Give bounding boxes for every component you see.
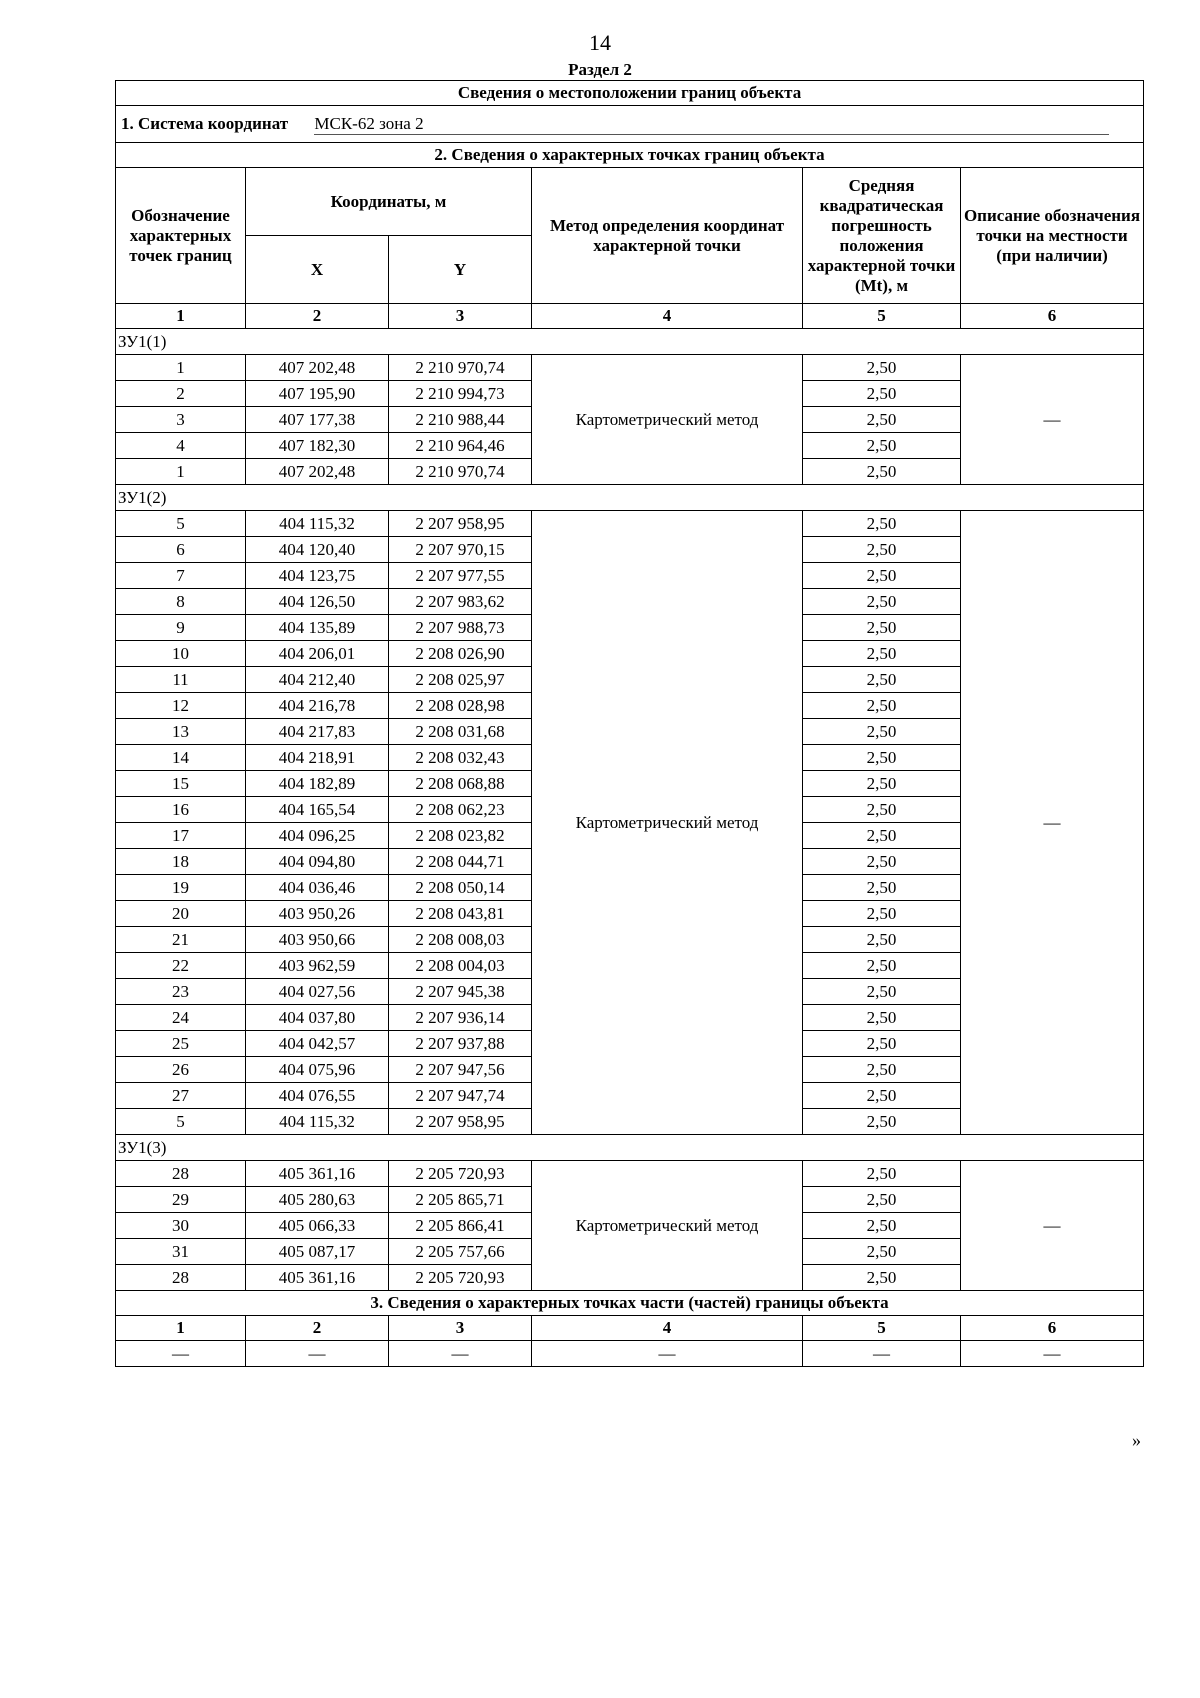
coord-y: 2 208 068,88 <box>389 771 532 797</box>
mt-value: 2,50 <box>803 433 961 459</box>
mt-value: 2,50 <box>803 1161 961 1187</box>
coord-x: 404 075,96 <box>246 1057 389 1083</box>
point-id: 9 <box>116 615 246 641</box>
mt-value: 2,50 <box>803 615 961 641</box>
coord-y: 2 208 004,03 <box>389 953 532 979</box>
coord-y: 2 207 945,38 <box>389 979 532 1005</box>
coord-x: 405 280,63 <box>246 1187 389 1213</box>
mt-value: 2,50 <box>803 1213 961 1239</box>
point-id: 14 <box>116 745 246 771</box>
point-id: 17 <box>116 823 246 849</box>
parts-column-number: 6 <box>961 1316 1144 1341</box>
coord-y: 2 208 028,98 <box>389 693 532 719</box>
group-name: ЗУ1(2) <box>116 485 1144 511</box>
coord-y: 2 208 044,71 <box>389 849 532 875</box>
boundary-sheet <box>115 80 1143 1367</box>
point-id: 6 <box>116 537 246 563</box>
group-row <box>116 485 1144 511</box>
header-method: Метод определения координат характерной точки <box>532 168 803 304</box>
coord-y: 2 208 043,81 <box>389 901 532 927</box>
point-id: 13 <box>116 719 246 745</box>
point-id: 26 <box>116 1057 246 1083</box>
description-cell: — <box>961 355 1144 485</box>
coord-x: 405 361,16 <box>246 1265 389 1291</box>
point-id: 5 <box>116 1109 246 1135</box>
coord-x: 404 042,57 <box>246 1031 389 1057</box>
mt-value: 2,50 <box>803 1239 961 1265</box>
point-id: 28 <box>116 1161 246 1187</box>
closing-quote-mark: » <box>1132 1430 1141 1450</box>
header-designation: Обозначение характерных точек границ <box>116 168 246 304</box>
point-id: 4 <box>116 433 246 459</box>
coord-y: 2 208 050,14 <box>389 875 532 901</box>
mt-value: 2,50 <box>803 563 961 589</box>
coord-y: 2 210 994,73 <box>389 381 532 407</box>
point-id: 19 <box>116 875 246 901</box>
coord-x: 404 123,75 <box>246 563 389 589</box>
group-row <box>116 1135 1144 1161</box>
point-id: 27 <box>116 1083 246 1109</box>
table-row <box>116 511 1144 537</box>
coord-y: 2 208 032,43 <box>389 745 532 771</box>
coord-x: 405 087,17 <box>246 1239 389 1265</box>
point-id: 29 <box>116 1187 246 1213</box>
coord-y: 2 207 958,95 <box>389 511 532 537</box>
column-number: 6 <box>961 304 1144 329</box>
parts-empty-cell: — <box>532 1341 803 1367</box>
parts-empty-cell: — <box>961 1341 1144 1367</box>
coord-x: 404 120,40 <box>246 537 389 563</box>
coord-x: 404 182,89 <box>246 771 389 797</box>
coord-x: 407 195,90 <box>246 381 389 407</box>
coord-x: 404 165,54 <box>246 797 389 823</box>
header-coordinates: Координаты, м <box>246 168 532 236</box>
parts-column-number: 3 <box>389 1316 532 1341</box>
coord-y: 2 207 977,55 <box>389 563 532 589</box>
description-cell: — <box>961 511 1144 1135</box>
coord-y: 2 207 947,56 <box>389 1057 532 1083</box>
mt-value: 2,50 <box>803 1265 961 1291</box>
parts-section-title: 3. Сведения о характерных точках части (частей) границы объекта <box>116 1291 1144 1316</box>
column-number: 5 <box>803 304 961 329</box>
coord-x: 404 115,32 <box>246 1109 389 1135</box>
mt-value: 2,50 <box>803 459 961 485</box>
point-id: 16 <box>116 797 246 823</box>
group-name: ЗУ1(3) <box>116 1135 1144 1161</box>
mt-value: 2,50 <box>803 381 961 407</box>
mt-value: 2,50 <box>803 355 961 381</box>
coord-y: 2 207 937,88 <box>389 1031 532 1057</box>
mt-value: 2,50 <box>803 771 961 797</box>
point-id: 8 <box>116 589 246 615</box>
coord-y: 2 208 062,23 <box>389 797 532 823</box>
coord-x: 404 036,46 <box>246 875 389 901</box>
mt-value: 2,50 <box>803 1187 961 1213</box>
table-row <box>116 1161 1144 1187</box>
coord-x: 404 115,32 <box>246 511 389 537</box>
mt-value: 2,50 <box>803 693 961 719</box>
mt-value: 2,50 <box>803 589 961 615</box>
mt-value: 2,50 <box>803 823 961 849</box>
mt-value: 2,50 <box>803 875 961 901</box>
mt-value: 2,50 <box>803 537 961 563</box>
mt-value: 2,50 <box>803 849 961 875</box>
coord-y: 2 207 983,62 <box>389 589 532 615</box>
point-id: 20 <box>116 901 246 927</box>
coord-x: 404 096,25 <box>246 823 389 849</box>
boundary-table <box>115 80 1144 1367</box>
mt-value: 2,50 <box>803 953 961 979</box>
point-id: 30 <box>116 1213 246 1239</box>
coord-x: 404 217,83 <box>246 719 389 745</box>
point-id: 23 <box>116 979 246 1005</box>
point-id: 28 <box>116 1265 246 1291</box>
method-cell: Картометрический метод <box>532 355 803 485</box>
mt-value: 2,50 <box>803 511 961 537</box>
point-id: 2 <box>116 381 246 407</box>
point-id: 25 <box>116 1031 246 1057</box>
coord-y: 2 210 964,46 <box>389 433 532 459</box>
coord-y: 2 207 936,14 <box>389 1005 532 1031</box>
coord-y: 2 210 970,74 <box>389 355 532 381</box>
coord-x: 407 202,48 <box>246 355 389 381</box>
parts-column-number: 2 <box>246 1316 389 1341</box>
mt-value: 2,50 <box>803 407 961 433</box>
mt-value: 2,50 <box>803 667 961 693</box>
point-id: 11 <box>116 667 246 693</box>
header-description: Описание обозначения точки на местности (при наличии) <box>961 168 1144 304</box>
parts-empty-cell: — <box>246 1341 389 1367</box>
mt-value: 2,50 <box>803 797 961 823</box>
coord-system-label: 1. Система координат <box>121 113 289 133</box>
coord-y: 2 208 023,82 <box>389 823 532 849</box>
group-name: ЗУ1(1) <box>116 329 1144 355</box>
coord-x: 407 177,38 <box>246 407 389 433</box>
coord-x: 404 206,01 <box>246 641 389 667</box>
mt-value: 2,50 <box>803 927 961 953</box>
column-number: 4 <box>532 304 803 329</box>
mt-value: 2,50 <box>803 1005 961 1031</box>
coord-system-value: МСК-62 зона 2 <box>314 114 1109 135</box>
parts-empty-cell: — <box>389 1341 532 1367</box>
header-y: Y <box>389 236 532 304</box>
point-id: 1 <box>116 355 246 381</box>
mt-value: 2,50 <box>803 1109 961 1135</box>
header-error: Средняя квадратическая погрешность положения характерной точки (Mt), м <box>803 168 961 304</box>
coord-x: 404 094,80 <box>246 849 389 875</box>
mt-value: 2,50 <box>803 1083 961 1109</box>
coord-y: 2 208 031,68 <box>389 719 532 745</box>
coord-y: 2 208 025,97 <box>389 667 532 693</box>
coord-y: 2 205 866,41 <box>389 1213 532 1239</box>
coord-x: 404 037,80 <box>246 1005 389 1031</box>
mt-value: 2,50 <box>803 979 961 1005</box>
point-id: 22 <box>116 953 246 979</box>
mt-value: 2,50 <box>803 719 961 745</box>
parts-column-number: 4 <box>532 1316 803 1341</box>
mt-value: 2,50 <box>803 901 961 927</box>
coord-x: 404 027,56 <box>246 979 389 1005</box>
table-title: Сведения о местоположении границ объекта <box>116 81 1144 106</box>
coord-x: 404 126,50 <box>246 589 389 615</box>
mt-value: 2,50 <box>803 1031 961 1057</box>
point-id: 31 <box>116 1239 246 1265</box>
column-number: 1 <box>116 304 246 329</box>
coord-y: 2 207 947,74 <box>389 1083 532 1109</box>
coord-x: 405 361,16 <box>246 1161 389 1187</box>
section-title: Раздел 2 <box>568 60 632 79</box>
coord-x: 403 950,66 <box>246 927 389 953</box>
coord-x: 403 950,26 <box>246 901 389 927</box>
description-cell: — <box>961 1161 1144 1291</box>
coord-y: 2 207 988,73 <box>389 615 532 641</box>
group-row <box>116 329 1144 355</box>
coord-y: 2 208 026,90 <box>389 641 532 667</box>
point-id: 1 <box>116 459 246 485</box>
coord-x: 403 962,59 <box>246 953 389 979</box>
coord-y: 2 208 008,03 <box>389 927 532 953</box>
column-number: 3 <box>389 304 532 329</box>
parts-column-number: 1 <box>116 1316 246 1341</box>
page-number: 14 <box>589 30 611 55</box>
point-id: 12 <box>116 693 246 719</box>
point-id: 7 <box>116 563 246 589</box>
method-cell: Картометрический метод <box>532 1161 803 1291</box>
coord-x: 404 135,89 <box>246 615 389 641</box>
column-number: 2 <box>246 304 389 329</box>
coord-y: 2 207 958,95 <box>389 1109 532 1135</box>
coord-x: 407 202,48 <box>246 459 389 485</box>
point-id: 5 <box>116 511 246 537</box>
point-id: 10 <box>116 641 246 667</box>
parts-empty-cell: — <box>116 1341 246 1367</box>
header-x: X <box>246 236 389 304</box>
coord-x: 404 076,55 <box>246 1083 389 1109</box>
coord-x: 404 218,91 <box>246 745 389 771</box>
coord-y: 2 205 757,66 <box>389 1239 532 1265</box>
parts-empty-cell: — <box>803 1341 961 1367</box>
method-cell: Картометрический метод <box>532 511 803 1135</box>
mt-value: 2,50 <box>803 641 961 667</box>
coord-y: 2 205 720,93 <box>389 1265 532 1291</box>
coord-x: 404 212,40 <box>246 667 389 693</box>
points-section-title: 2. Сведения о характерных точках границ объекта <box>116 143 1144 168</box>
point-id: 24 <box>116 1005 246 1031</box>
coord-y: 2 205 720,93 <box>389 1161 532 1187</box>
point-id: 15 <box>116 771 246 797</box>
coord-y: 2 207 970,15 <box>389 537 532 563</box>
coord-x: 407 182,30 <box>246 433 389 459</box>
coord-x: 405 066,33 <box>246 1213 389 1239</box>
point-id: 3 <box>116 407 246 433</box>
point-id: 21 <box>116 927 246 953</box>
coord-y: 2 210 970,74 <box>389 459 532 485</box>
coord-x: 404 216,78 <box>246 693 389 719</box>
coord-system-cell <box>116 106 1144 143</box>
mt-value: 2,50 <box>803 745 961 771</box>
coord-y: 2 210 988,44 <box>389 407 532 433</box>
coord-y: 2 205 865,71 <box>389 1187 532 1213</box>
table-row <box>116 355 1144 381</box>
parts-column-number: 5 <box>803 1316 961 1341</box>
point-id: 18 <box>116 849 246 875</box>
mt-value: 2,50 <box>803 1057 961 1083</box>
